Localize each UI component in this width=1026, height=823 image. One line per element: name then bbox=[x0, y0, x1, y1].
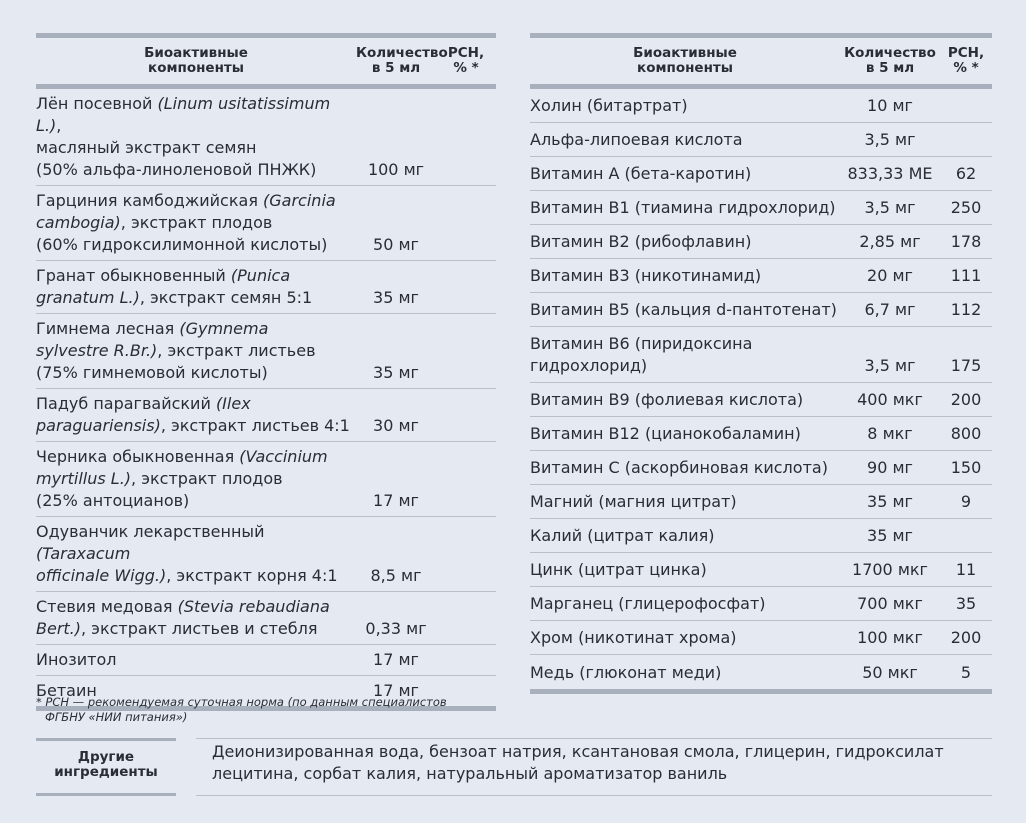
component-amount: 400 мкг bbox=[857, 390, 923, 409]
component-amount: 100 мкг bbox=[857, 628, 923, 647]
component-amount: 35 мг bbox=[867, 526, 913, 545]
component-name: Витамин B2 (рибофлавин) bbox=[530, 232, 752, 251]
header-components: Биоактивные компоненты bbox=[633, 45, 737, 76]
table-row bbox=[530, 89, 992, 123]
table-body bbox=[36, 89, 496, 706]
table-row bbox=[36, 517, 496, 592]
component-amount: 35 мг bbox=[867, 492, 913, 511]
table-row bbox=[530, 553, 992, 587]
component-amount: 17 мг bbox=[373, 681, 419, 700]
name-text: Инозитол bbox=[36, 650, 117, 669]
table-row bbox=[36, 89, 496, 186]
name-text: Падуб парагвайский bbox=[36, 394, 216, 413]
component-rsn: 175 bbox=[950, 356, 982, 375]
table-row bbox=[36, 592, 496, 645]
component-amount: 100 мг bbox=[367, 160, 425, 179]
header-rsn: РСН, % * bbox=[947, 45, 985, 76]
component-name: Хром (никотинат хрома) bbox=[530, 628, 737, 647]
table-row bbox=[530, 587, 992, 621]
component-amount: 3,5 мг bbox=[864, 130, 916, 149]
component-name: Витамин B5 (кальция d-пантотенат) bbox=[530, 300, 837, 319]
name-text: Бетаин bbox=[36, 681, 97, 700]
name-text: Гарциния камбоджийская bbox=[36, 191, 264, 210]
table-row bbox=[530, 451, 992, 485]
name-text: , экстракт листьев и стебля bbox=[81, 619, 318, 638]
component-amount: 17 мг bbox=[373, 491, 419, 510]
header-amount: Количество в 5 мл bbox=[356, 45, 448, 76]
table-row bbox=[36, 261, 496, 314]
component-amount: 35 мг bbox=[373, 363, 419, 382]
name-text: , экстракт семян 5:1 bbox=[139, 288, 313, 307]
component-name: Медь (глюконат меди) bbox=[530, 663, 722, 682]
name-text: Одуванчик лекарственный bbox=[36, 522, 265, 541]
component-name: Холин (битартрат) bbox=[530, 96, 688, 115]
name-text: , экстракт корня 4:1 bbox=[166, 566, 338, 585]
label-bottom-rule bbox=[36, 793, 176, 796]
name-text: Стевия медовая bbox=[36, 597, 178, 616]
component-name: Витамин B9 (фолиевая кислота) bbox=[530, 390, 804, 409]
name-text: , экстракт плодов (60% гидроксилимонной кислоты) bbox=[36, 213, 328, 254]
table-row bbox=[530, 383, 992, 417]
component-rsn: 11 bbox=[955, 560, 977, 579]
name-text: , экстракт листьев 4:1 bbox=[160, 416, 350, 435]
component-rsn: 200 bbox=[950, 628, 982, 647]
component-amount: 90 мг bbox=[867, 458, 913, 477]
component-amount: 3,5 мг bbox=[864, 198, 916, 217]
component-name: Витамин С (аскорбиновая кислота) bbox=[530, 458, 828, 477]
table-row bbox=[530, 655, 992, 689]
latin-name: (Taraxacum officinale Wigg.) bbox=[36, 544, 167, 585]
component-amount: 30 мг bbox=[373, 416, 419, 435]
table-header bbox=[36, 38, 496, 84]
component-rsn: 62 bbox=[955, 164, 977, 183]
name-text: Черника обыкновенная bbox=[36, 447, 240, 466]
component-amount: 1700 мкг bbox=[852, 560, 928, 579]
component-amount: 0,33 мг bbox=[365, 619, 427, 638]
table-row bbox=[36, 645, 496, 676]
component-name: Магний (магния цитрат) bbox=[530, 492, 737, 511]
table-row bbox=[530, 259, 992, 293]
table-row bbox=[530, 417, 992, 451]
component-name bbox=[36, 93, 356, 181]
component-amount: 50 мг bbox=[373, 235, 419, 254]
component-name bbox=[36, 265, 356, 309]
latin-name: (Linum usitatissimum L.) bbox=[36, 94, 331, 135]
table-row bbox=[530, 293, 992, 327]
latin-name: (Ilex paraguariensis) bbox=[36, 394, 251, 435]
component-name: Витамин B3 (никотинамид) bbox=[530, 266, 762, 285]
component-rsn: 5 bbox=[960, 663, 972, 682]
table-row bbox=[530, 327, 992, 383]
table-body bbox=[530, 89, 992, 689]
component-name: Цинк (цитрат цинка) bbox=[530, 560, 707, 579]
component-amount: 3,5 мг bbox=[864, 356, 916, 375]
component-amount: 50 мкг bbox=[862, 663, 918, 682]
other-top-divider bbox=[196, 738, 992, 739]
component-name: Витамин B12 (цианокобаламин) bbox=[530, 424, 801, 443]
left-composition-table bbox=[36, 33, 496, 711]
component-name bbox=[36, 521, 356, 587]
component-amount: 10 мг bbox=[867, 96, 913, 115]
component-rsn: 9 bbox=[960, 492, 972, 511]
name-text: , экстракт плодов (25% антоцианов) bbox=[36, 469, 283, 510]
component-name: Альфа-липоевая кислота bbox=[530, 130, 743, 149]
component-amount: 8,5 мг bbox=[370, 566, 422, 585]
component-rsn: 178 bbox=[950, 232, 982, 251]
footnote bbox=[36, 695, 447, 725]
component-rsn: 250 bbox=[950, 198, 982, 217]
header-rsn: РСН, % * bbox=[447, 45, 485, 76]
component-rsn: 150 bbox=[950, 458, 982, 477]
component-name: Витамин А (бета-каротин) bbox=[530, 164, 752, 183]
component-amount: 2,85 мг bbox=[859, 232, 921, 251]
table-row bbox=[530, 519, 992, 553]
component-rsn: 35 bbox=[955, 594, 977, 613]
header-components: Биоактивные компоненты bbox=[144, 45, 248, 76]
component-rsn: 111 bbox=[950, 266, 982, 285]
other-ingredients-text: Деионизированная вода, бензоат натрия, ксантановая смола, глицерин, гидроксилат лецитина, сорбат калия, натуральный ароматизатор ваниль bbox=[212, 742, 944, 783]
name-text: Гимнема лесная bbox=[36, 319, 180, 338]
component-name: Марганец (глицерофосфат) bbox=[530, 594, 766, 613]
table-bottom-rule bbox=[530, 689, 992, 694]
footnote-line-1: * РСН — рекомендуемая суточная норма (по данным специалистов bbox=[36, 695, 447, 709]
component-name bbox=[36, 393, 356, 437]
component-name bbox=[36, 596, 356, 640]
table-row bbox=[530, 157, 992, 191]
component-name: Калий (цитрат калия) bbox=[530, 526, 715, 545]
component-name bbox=[36, 446, 356, 512]
latin-name: (Garcinia cambogia) bbox=[36, 191, 336, 232]
latin-name: (Vaccinium myrtillus L.) bbox=[36, 447, 328, 488]
table-row bbox=[36, 389, 496, 442]
label-top-rule bbox=[36, 738, 176, 741]
component-name bbox=[36, 190, 356, 256]
component-name: Витамин B6 (пиридоксина гидрохлорид) bbox=[530, 334, 753, 375]
component-rsn: 800 bbox=[950, 424, 982, 443]
component-rsn: 200 bbox=[950, 390, 982, 409]
right-composition-table bbox=[530, 33, 992, 694]
table-row bbox=[36, 442, 496, 517]
latin-name: (Gymnema sylvestre R.Br.) bbox=[36, 319, 269, 360]
component-name: Витамин B1 (тиамина гидрохлорид) bbox=[530, 198, 836, 217]
name-text: Лён посевной bbox=[36, 94, 158, 113]
table-row bbox=[530, 191, 992, 225]
table-row bbox=[530, 123, 992, 157]
component-rsn: 112 bbox=[950, 300, 982, 319]
name-text: , экстракт листьев (75% гимнемовой кислоты) bbox=[36, 341, 316, 382]
table-row bbox=[530, 485, 992, 519]
latin-name: (Punica granatum L.) bbox=[36, 266, 291, 307]
name-text: , масляный экстракт семян (50% альфа-линоленовой ПНЖК) bbox=[36, 116, 317, 179]
component-amount: 20 мг bbox=[867, 266, 913, 285]
component-amount: 17 мг bbox=[373, 650, 419, 669]
name-text: Гранат обыкновенный bbox=[36, 266, 231, 285]
other-ingredients-label: Другие ингредиенты bbox=[54, 749, 158, 780]
other-bottom-divider bbox=[196, 795, 992, 796]
table-row bbox=[36, 314, 496, 389]
table-row bbox=[530, 621, 992, 655]
component-amount: 700 мкг bbox=[857, 594, 923, 613]
component-amount: 35 мг bbox=[373, 288, 419, 307]
component-amount: 833,33 МЕ bbox=[847, 164, 933, 183]
table-row bbox=[530, 225, 992, 259]
table-row bbox=[36, 186, 496, 261]
component-amount: 6,7 мг bbox=[864, 300, 916, 319]
component-amount: 8 мкг bbox=[867, 424, 913, 443]
component-name bbox=[36, 318, 356, 384]
footnote-line-2: ФГБНУ «НИИ питания») bbox=[45, 710, 188, 724]
table-header bbox=[530, 38, 992, 84]
component-name bbox=[36, 649, 356, 671]
latin-name: (Stevia rebaudiana Bert.) bbox=[36, 597, 330, 638]
other-ingredients-label-box bbox=[36, 738, 176, 796]
header-amount: Количество в 5 мл bbox=[844, 45, 936, 76]
